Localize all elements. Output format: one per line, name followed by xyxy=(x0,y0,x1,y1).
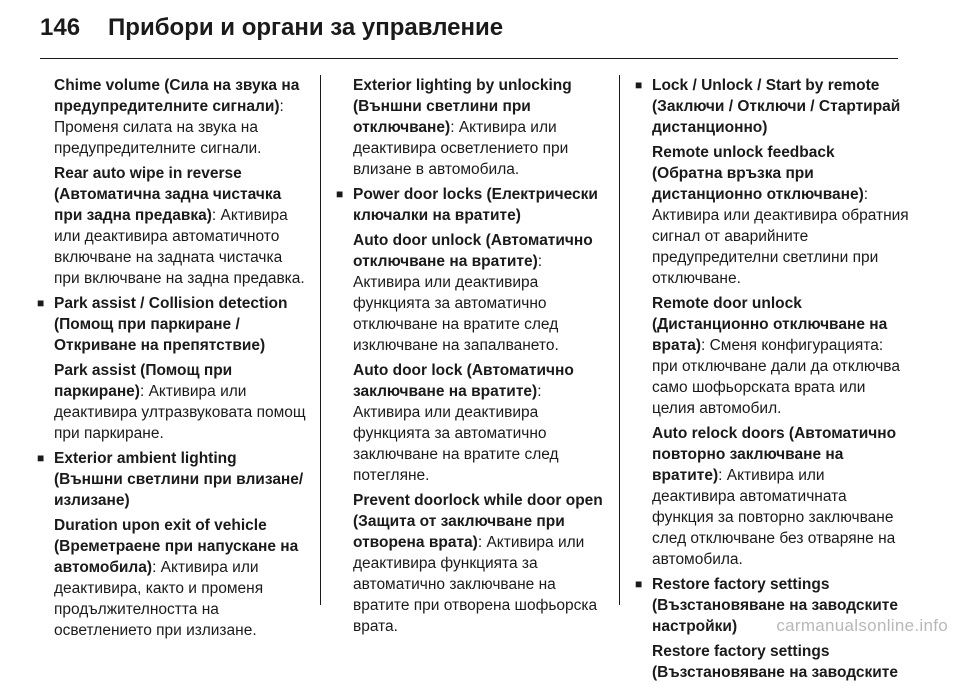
entry-description: : Активира или деактивира ултразвуковата помощ при паркиране. xyxy=(54,383,306,442)
bullet-park-assist: ■ Park assist / Collision detection (Помощ при паркиране / Откриване на препятствие) xyxy=(36,293,306,356)
bullet-restore-factory-settings: ■ Restore factory settings (Възстановяване на заводските настройки) xyxy=(634,574,909,637)
entry-rear-auto-wipe xyxy=(54,163,306,289)
entry-description: : Активира или деактивира функцията за автоматично отключване на вратите след изключване на запалването. xyxy=(353,253,559,354)
entry-description: : Сменя конфигурацията: при отключване дали да отключва само шофьорската врата или целия автомобил. xyxy=(652,337,900,417)
entry-description: : Активира или деактивира функцията за автоматично заключване на вратите след потегляне. xyxy=(353,383,559,484)
column-left xyxy=(36,75,306,645)
column-divider xyxy=(320,75,321,605)
column-middle xyxy=(335,75,610,641)
page-number: 146 xyxy=(40,14,81,41)
entry-description: : Активира или деактивира автоматичното включване на задната чистачка при включване на задна предавка. xyxy=(54,207,305,287)
entry-remote-door-unlock xyxy=(652,293,909,419)
entry-auto-door-unlock xyxy=(353,230,610,356)
entry-title: Exterior lighting by unlocking (Външни светлини при отключване) xyxy=(353,77,572,136)
entry-exterior-lighting-unlocking xyxy=(353,75,610,180)
entry-auto-door-lock xyxy=(353,360,610,486)
entry-park-assist xyxy=(54,360,306,444)
entry-title: Restore factory settings (Възстановяване на заводските xyxy=(652,643,898,681)
entry-title: Chime volume (Сила на звука на предупредителните сигнали) xyxy=(54,77,300,115)
entry-title: Rear auto wipe in reverse (Автоматична задна чистачка при задна предавка) xyxy=(54,165,282,224)
entry-title: Remote door unlock (Дистанционно отключване на врата) xyxy=(652,295,888,354)
page-title: Прибори и органи за управление xyxy=(108,14,504,41)
entry-title: Park assist (Помощ при паркиране) xyxy=(54,362,233,400)
entry-chime-volume xyxy=(54,75,306,159)
entry-title: Auto door unlock (Автоматично отключване на вратите) xyxy=(353,232,593,270)
entry-description: : Активира или деактивира, както и променя продължителността на осветлението при излизане. xyxy=(54,559,264,639)
entry-prevent-doorlock xyxy=(353,490,610,637)
entry-title: Auto door lock (Автоматично заключване на вратите) xyxy=(353,362,574,400)
entry-title: Prevent doorlock while door open (Защита от заключване при отворена врата) xyxy=(353,492,603,551)
entry-description: : Активира или деактивира функцията за автоматично заключване на вратите при отворена шофьорска врата. xyxy=(353,534,598,635)
entry-title: Remote unlock feedback (Обратна връзка при дистанционно отключване) xyxy=(652,144,864,203)
entry-remote-unlock-feedback xyxy=(652,142,909,289)
entry-duration-exit xyxy=(54,515,306,641)
bullet-remote-lock-unlock: ■ Lock / Unlock / Start by remote (Заключи / Отключи / Стартирай дистанционно) xyxy=(634,75,909,138)
entry-auto-relock xyxy=(652,423,909,570)
watermark: carmanualsonline.info xyxy=(776,616,948,635)
header-rule xyxy=(40,58,898,59)
column-divider xyxy=(619,75,620,605)
entry-description: : Променя силата на звука на предупредителните сигнали. xyxy=(54,98,284,157)
column-right xyxy=(634,75,909,687)
entry-description: : Активира или деактивира обратния сигнал от аварийните предупредителни светлини при отключване. xyxy=(652,186,909,287)
page-header xyxy=(40,14,503,46)
entry-title: Duration upon exit of vehicle (Времетраене при напускане на автомобила) xyxy=(54,517,299,576)
entry-description: : Активира или деактивира осветлението при влизане в автомобила. xyxy=(353,119,569,178)
bullet-exterior-ambient-lighting: ■ Exterior ambient lighting (Външни светлини при влизане/излизане) xyxy=(36,448,306,511)
entry-restore-factory-settings xyxy=(652,641,909,683)
entry-description: : Активира или деактивира автоматичната функция за повторно заключване след отключване без отваряне на автомобила. xyxy=(652,467,896,568)
bullet-power-door-locks: ■ Power door locks (Електрически ключалки на вратите) xyxy=(335,184,610,226)
entry-title: Auto relock doors (Автоматично повторно заключване на вратите) xyxy=(652,425,897,484)
